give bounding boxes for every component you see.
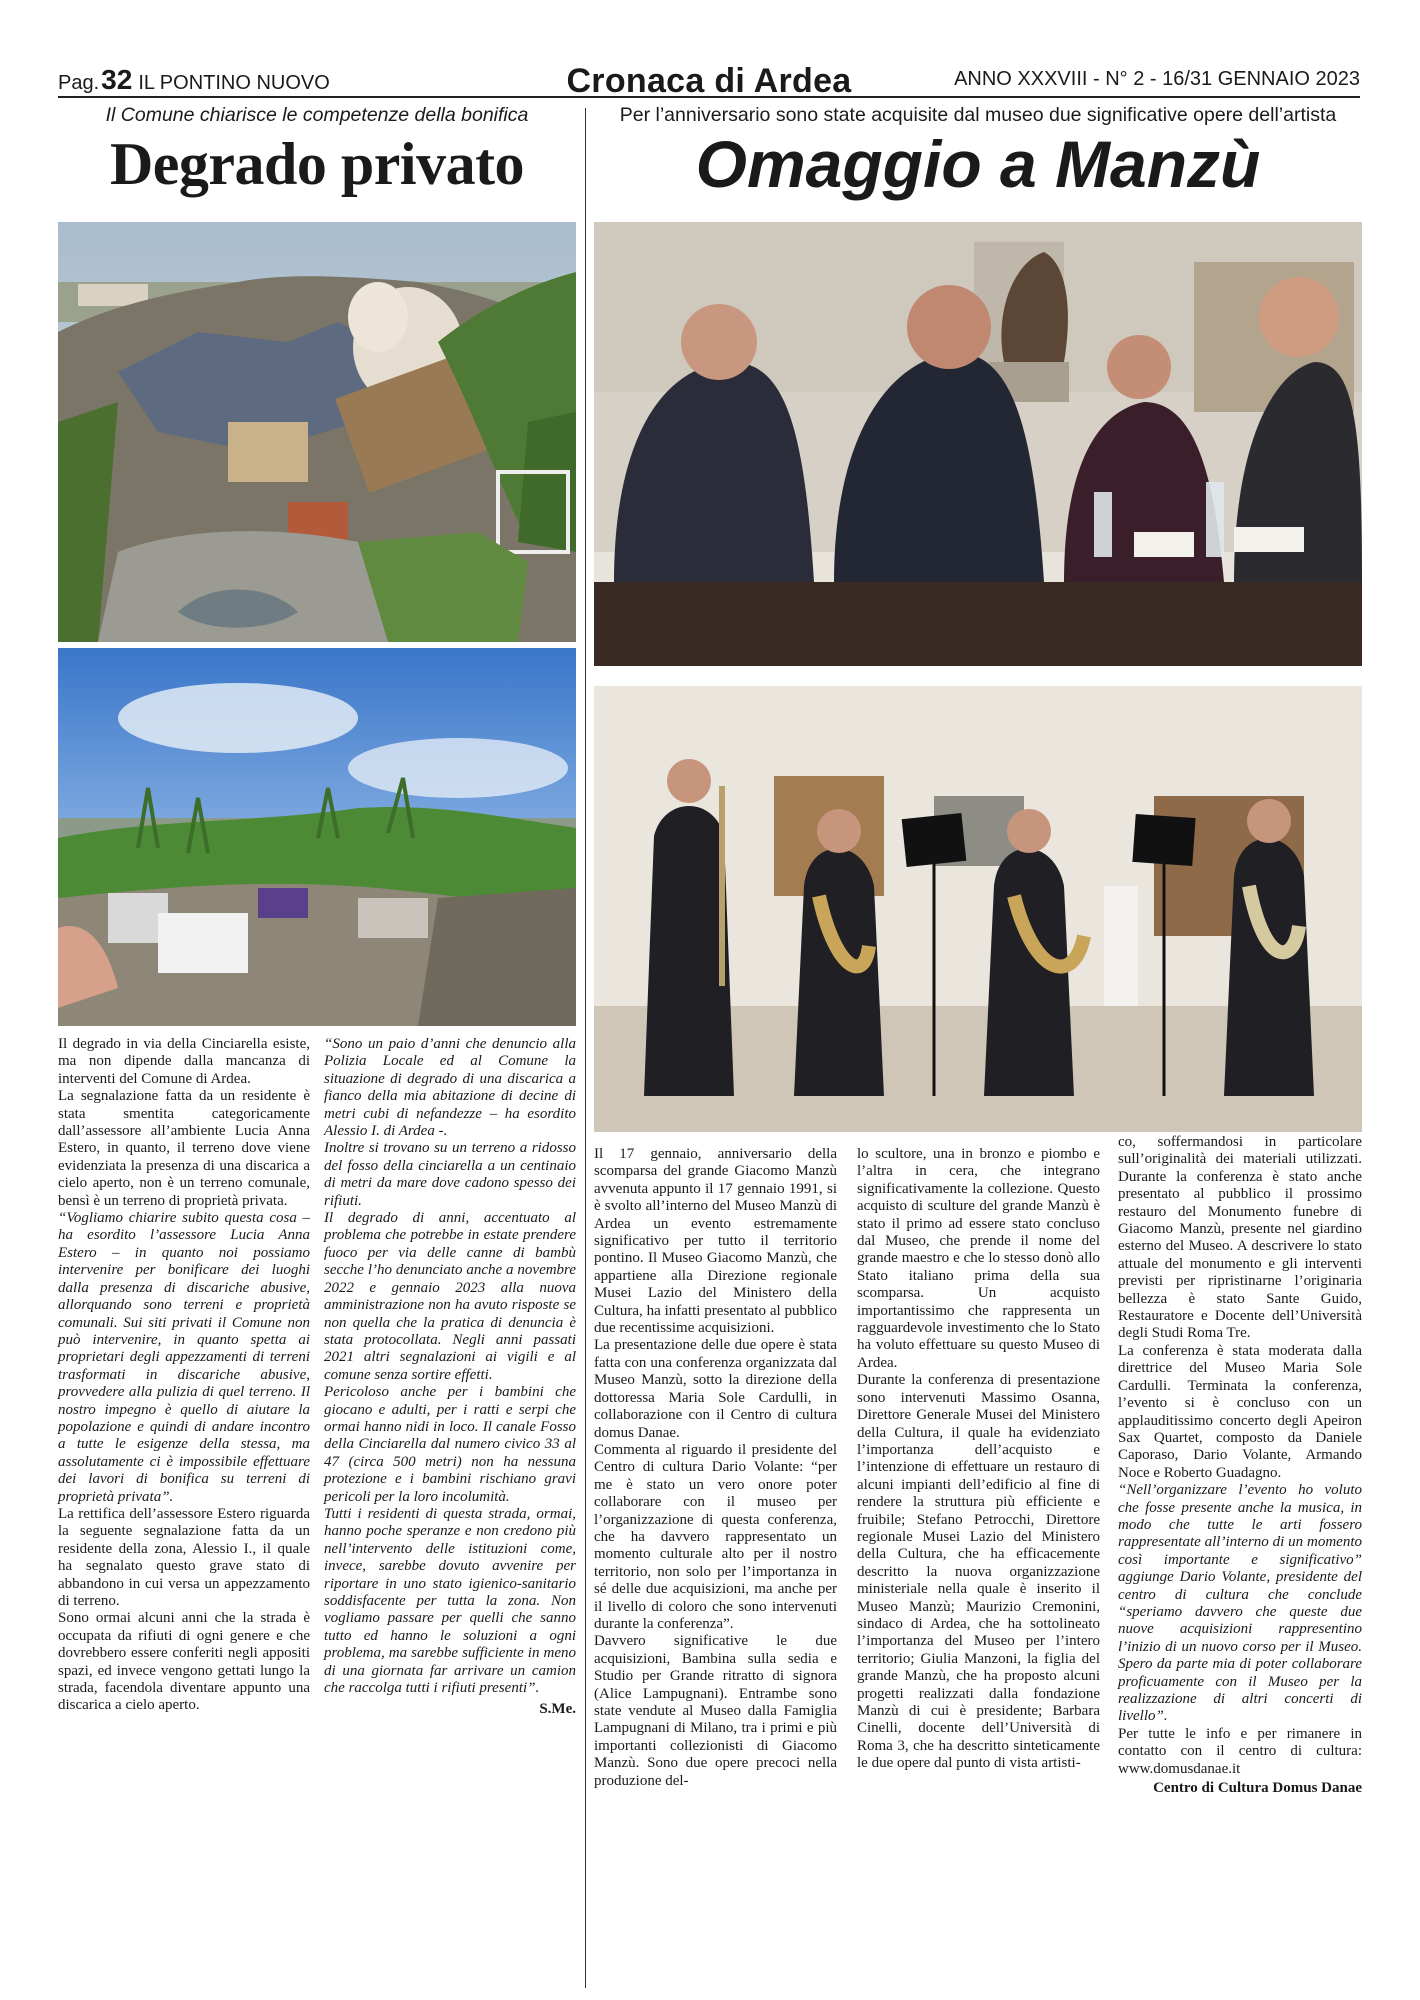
- column-divider: [585, 108, 586, 1988]
- paragraph: La rettifica dell’assessore Estero riguarda la seguente segnalazione fatta da un residente della zona, Alessio I., il quale ha segnalato questo grave stato di abbandono in cui versa un appezzamento di terreno.: [58, 1505, 310, 1609]
- issue-info: ANNO XXXVIII - N° 2 - 16/31 GENNAIO 2023: [954, 68, 1360, 90]
- paragraph: Tutti i residenti di questa strada, ormai, hanno poche speranze e non credono più nell’intervento delle istituzioni come, invece, sarebbe dovuto avvenire per riportare in uno stato igienico-sanitario soddisfacente per tutta la zona. Non vogliamo passare per quelli che sanno tutto ed hanno le soluzioni a ogni problema, ma sarebbe sufficiente in meno di una giornata far arrivare un camion che raccolga tutti i rifiuti presenti”.: [324, 1505, 576, 1697]
- paragraph: La conferenza è stata moderata dalla direttrice del Museo Maria Sole Cardulli. Terminata la conferenza, l’evento si è concluso con un applauditissimo concerto degli Apeiron Sax Quartet, composto da Daniele Caporaso, Dario Volante, Armando Noce e Roberto Guadagno.: [1118, 1342, 1362, 1481]
- article-signature: S.Me.: [539, 1701, 576, 1718]
- photo-dump-field: [58, 648, 576, 1026]
- page-label: Pag.: [58, 72, 100, 94]
- paragraph: Pericoloso anche per i bambini che giocano e adulti, per i ratti e serpi che ormai hanno nidi in loco. Il canale Fosso della Cinciarella dal numero civico 33 al 47 (circa 500 metri) non ha nessuna protezione e i bambini rischiano gravi pericoli per la loro incolumità.: [324, 1384, 576, 1505]
- paragraph: La segnalazione fatta da un residente è stata smentita categoricamente dall’assessore all’ambiente Lucia Anna Estero, in quanto, il terreno dove viene evidenziata la presenza di una discarica a cielo aperto, non è un terreno comunale, bensì è un terreno di proprietà privata.: [58, 1088, 310, 1209]
- paragraph: La presentazione delle due opere è stata fatta con una conferenza organizzata dal Museo Manzù, sotto la direzione della dottoressa Maria Sole Cardulli, in collaborazione con il Centro di cultura domus Danae.: [594, 1337, 837, 1441]
- paragraph: Il 17 gennaio, anniversario della scomparsa del grande Giacomo Manzù avvenuta appunto il 17 gennaio 1991, si è svolto all’interno del Museo Manzù di Ardea un evento estremamente significativo per tutto il territorio pontino. Il Museo Giacomo Manzù, che appartiene alla Direzione regionale Musei Lazio del Ministero della Cultura, ha infatti presentato al pubblico due recentissime acquisizioni.: [594, 1146, 837, 1337]
- photo-conference-panel: [594, 222, 1362, 666]
- paragraph: Per tutte le info e per rimanere in contatto con il centro di cultura: www.domusdanae.it: [1118, 1725, 1362, 1777]
- paragraph: lo scultore, una in bronzo e piombo e l’altra in cera, che integrano significativamente la collezione. Questo acquisto di sculture del grande Manzù è stato il primo ad essere stato concluso dal Museo, che prende il nome del grande maestro e che lo stesso donò allo Stato italiano prima della sua scomparsa. Un acquisto importantissimo che rappresenta un ragguardevole investimento che lo Stato ha voluto effettuare su questo Museo di Ardea.: [857, 1146, 1100, 1371]
- paragraph: “Sono un paio d’anni che denuncio alla Polizia Locale ed al Comune la situazione di degrado di una discarica a fianco della mia abitazione di decine di metri cubi di nefandezze – ha esordito Alessio I. di Ardea -.: [324, 1036, 576, 1140]
- publication-name: IL PONTINO NUOVO: [138, 72, 330, 94]
- photo-sax-quartet: [594, 686, 1362, 1132]
- paragraph: Il degrado in via della Cinciarella esiste, ma non dipende dalla mancanza di interventi del Comune di Ardea.: [58, 1036, 310, 1087]
- paragraph: Il degrado di anni, accentuato al problema che potrebbe in estate prendere fuoco per via delle canne di bambù secche l’ho denunciato anche a novembre 2022 e gennaio 2023 alla nuova amministrazione non ha avuto risposte se non quella che la pratica di denuncia è stata protocollata. Negli anni passati 2021 altri segnalazioni ai vigili e al comune senza sortire effetti.: [324, 1210, 576, 1383]
- paragraph: Sono ormai alcuni anni che la strada è occupata da rifiuti di ogni genere e che dovrebbero essere conferiti negli appositi spazi, ed invece vengono gettati lungo la strada, facendola diventare appunto una discarica a cielo aperto.: [58, 1610, 310, 1714]
- left-article-title: Degrado privato: [109, 131, 525, 197]
- paragraph: Commenta al riguardo il presidente del Centro di cultura Dario Volante: “per me è stato un vero onore poter collaborare con il museo per l’organizzazione di questa conferenza, che ha davvero rappresentato un momento culturale alto per il nostro territorio, non solo per l’importanza in sé delle due acquisizioni, ma anche per il livello di coloro che sono intervenuti durante la conferenza”.: [594, 1441, 837, 1632]
- paragraph: Inoltre si trovano su un terreno a ridosso del fosso della cinciarella a un centinaio di metri da mare dove cadono spesso dei rifiuti.: [324, 1140, 576, 1209]
- left-article-column-2: [324, 1036, 576, 1719]
- section-title: Cronaca di Ardea: [566, 62, 852, 100]
- paragraph: Davvero significative le due acquisizioni, Bambina sulla sedia e Studio per Grande ritratto di signora (Alice Lampugnani). Entrambe sono state vendute al Museo dalla Famiglia Lampugnani di Milano, tra i primi e più importanti collezionisti di Giacomo Manzù. Sono due opere precoci nella produzione del-: [594, 1633, 837, 1789]
- article-credit: Centro di Cultura Domus Danae: [1153, 1780, 1362, 1797]
- right-article-column-2: [857, 1146, 1100, 1773]
- right-article-kicker: Per l’anniversario sono state acquisite dal museo due significative opere dell’artista: [619, 104, 1337, 126]
- paragraph: “Nell’organizzare l’evento ho voluto che fosse presente anche la musica, in modo che tutte le arti fossero rappresentate all’interno di un momento così importante e significativo” aggiunge Dario Volante, presidente del centro di cultura che conclude “speriamo davvero che queste due nuove acquisizioni rappresentino l’inizio di un nuovo corso per il Museo. Spero da parte mia di poter collaborare proficuamente con il Museo per la realizzazione di altri concerti di livello”.: [1118, 1482, 1362, 1725]
- page-header: [58, 62, 1360, 98]
- left-article-column-1: [58, 1036, 310, 1715]
- right-article-title: Omaggio a Manzù: [695, 127, 1261, 201]
- photo-dump-pile: [58, 222, 576, 642]
- right-article-column-3: [1118, 1134, 1362, 1797]
- paragraph: “Vogliamo chiarire subito questa cosa – ha esordito l’assessore Lucia Anna Estero – in quanto noi possiamo intervenire per bonificare dei luoghi dalla presenza di discariche abusive, allorquando sono terreni e proprietà comunali. Sui siti privati il Comune non può intervenire, in quanto spetta ai proprietari degli appezzamenti di terreni trasformati in discariche abusive, provvedere alla pulizia di quel terreno. Il nostro impegno è quello di aiutare la popolazione e quindi di andare incontro a tutte le esigenze della stessa, ma assolutamente ci è impossibile effettuare dei lavori di bonifica su terreni di proprietà privata”.: [58, 1210, 310, 1505]
- left-article-kicker: Il Comune chiarisce le competenze della bonifica: [105, 104, 529, 126]
- paragraph: Durante la conferenza di presentazione sono intervenuti Massimo Osanna, Direttore Generale Musei del Ministero della Cultura, il quale ha evidenziato l’importanza dell’acquisto e l’intenzione di effettuare un restauro di alcuni impianti dell’edificio al fine di rendere la struttura più efficiente e fruibile; Stefano Petrocchi, Direttore regionale Musei Lazio del Ministero della Cultura, che ha efficacemente descritto la nuova organizzazione ministeriale nella quale è inserito il Museo Manzù; Maurizio Cremonini, sindaco di Ardea, che ha sottolineato l’importanza del Museo per l’intero territorio; Giulia Manzoni, la figlia del grande Manzù, che ha proposto alcuni progetti realizzati dalla fondazione Manzù di cui è presidente; Barbara Cinelli, docente dell’Università di Roma 3, che ha descritto sinteticamente le due opere dal punto di vista artisti-: [857, 1372, 1100, 1772]
- paragraph: co, soffermandosi in particolare sull’originalità dei materiali utilizzati. Durante la conferenza è stato anche presentato al pubblico il prossimo restauro del Monumento funebre di Giacomo Manzù, presente nel giardino esterno del Museo. A descrivere lo stato attuale del monumento e gli interventi previsti per ripristinarne l’originaria bellezza è stato Sante Guido, Restauratore e Docente dell’Università degli Studi Roma Tre.: [1118, 1134, 1362, 1342]
- right-article-column-1: [594, 1146, 837, 1790]
- page-number: 32: [101, 64, 133, 95]
